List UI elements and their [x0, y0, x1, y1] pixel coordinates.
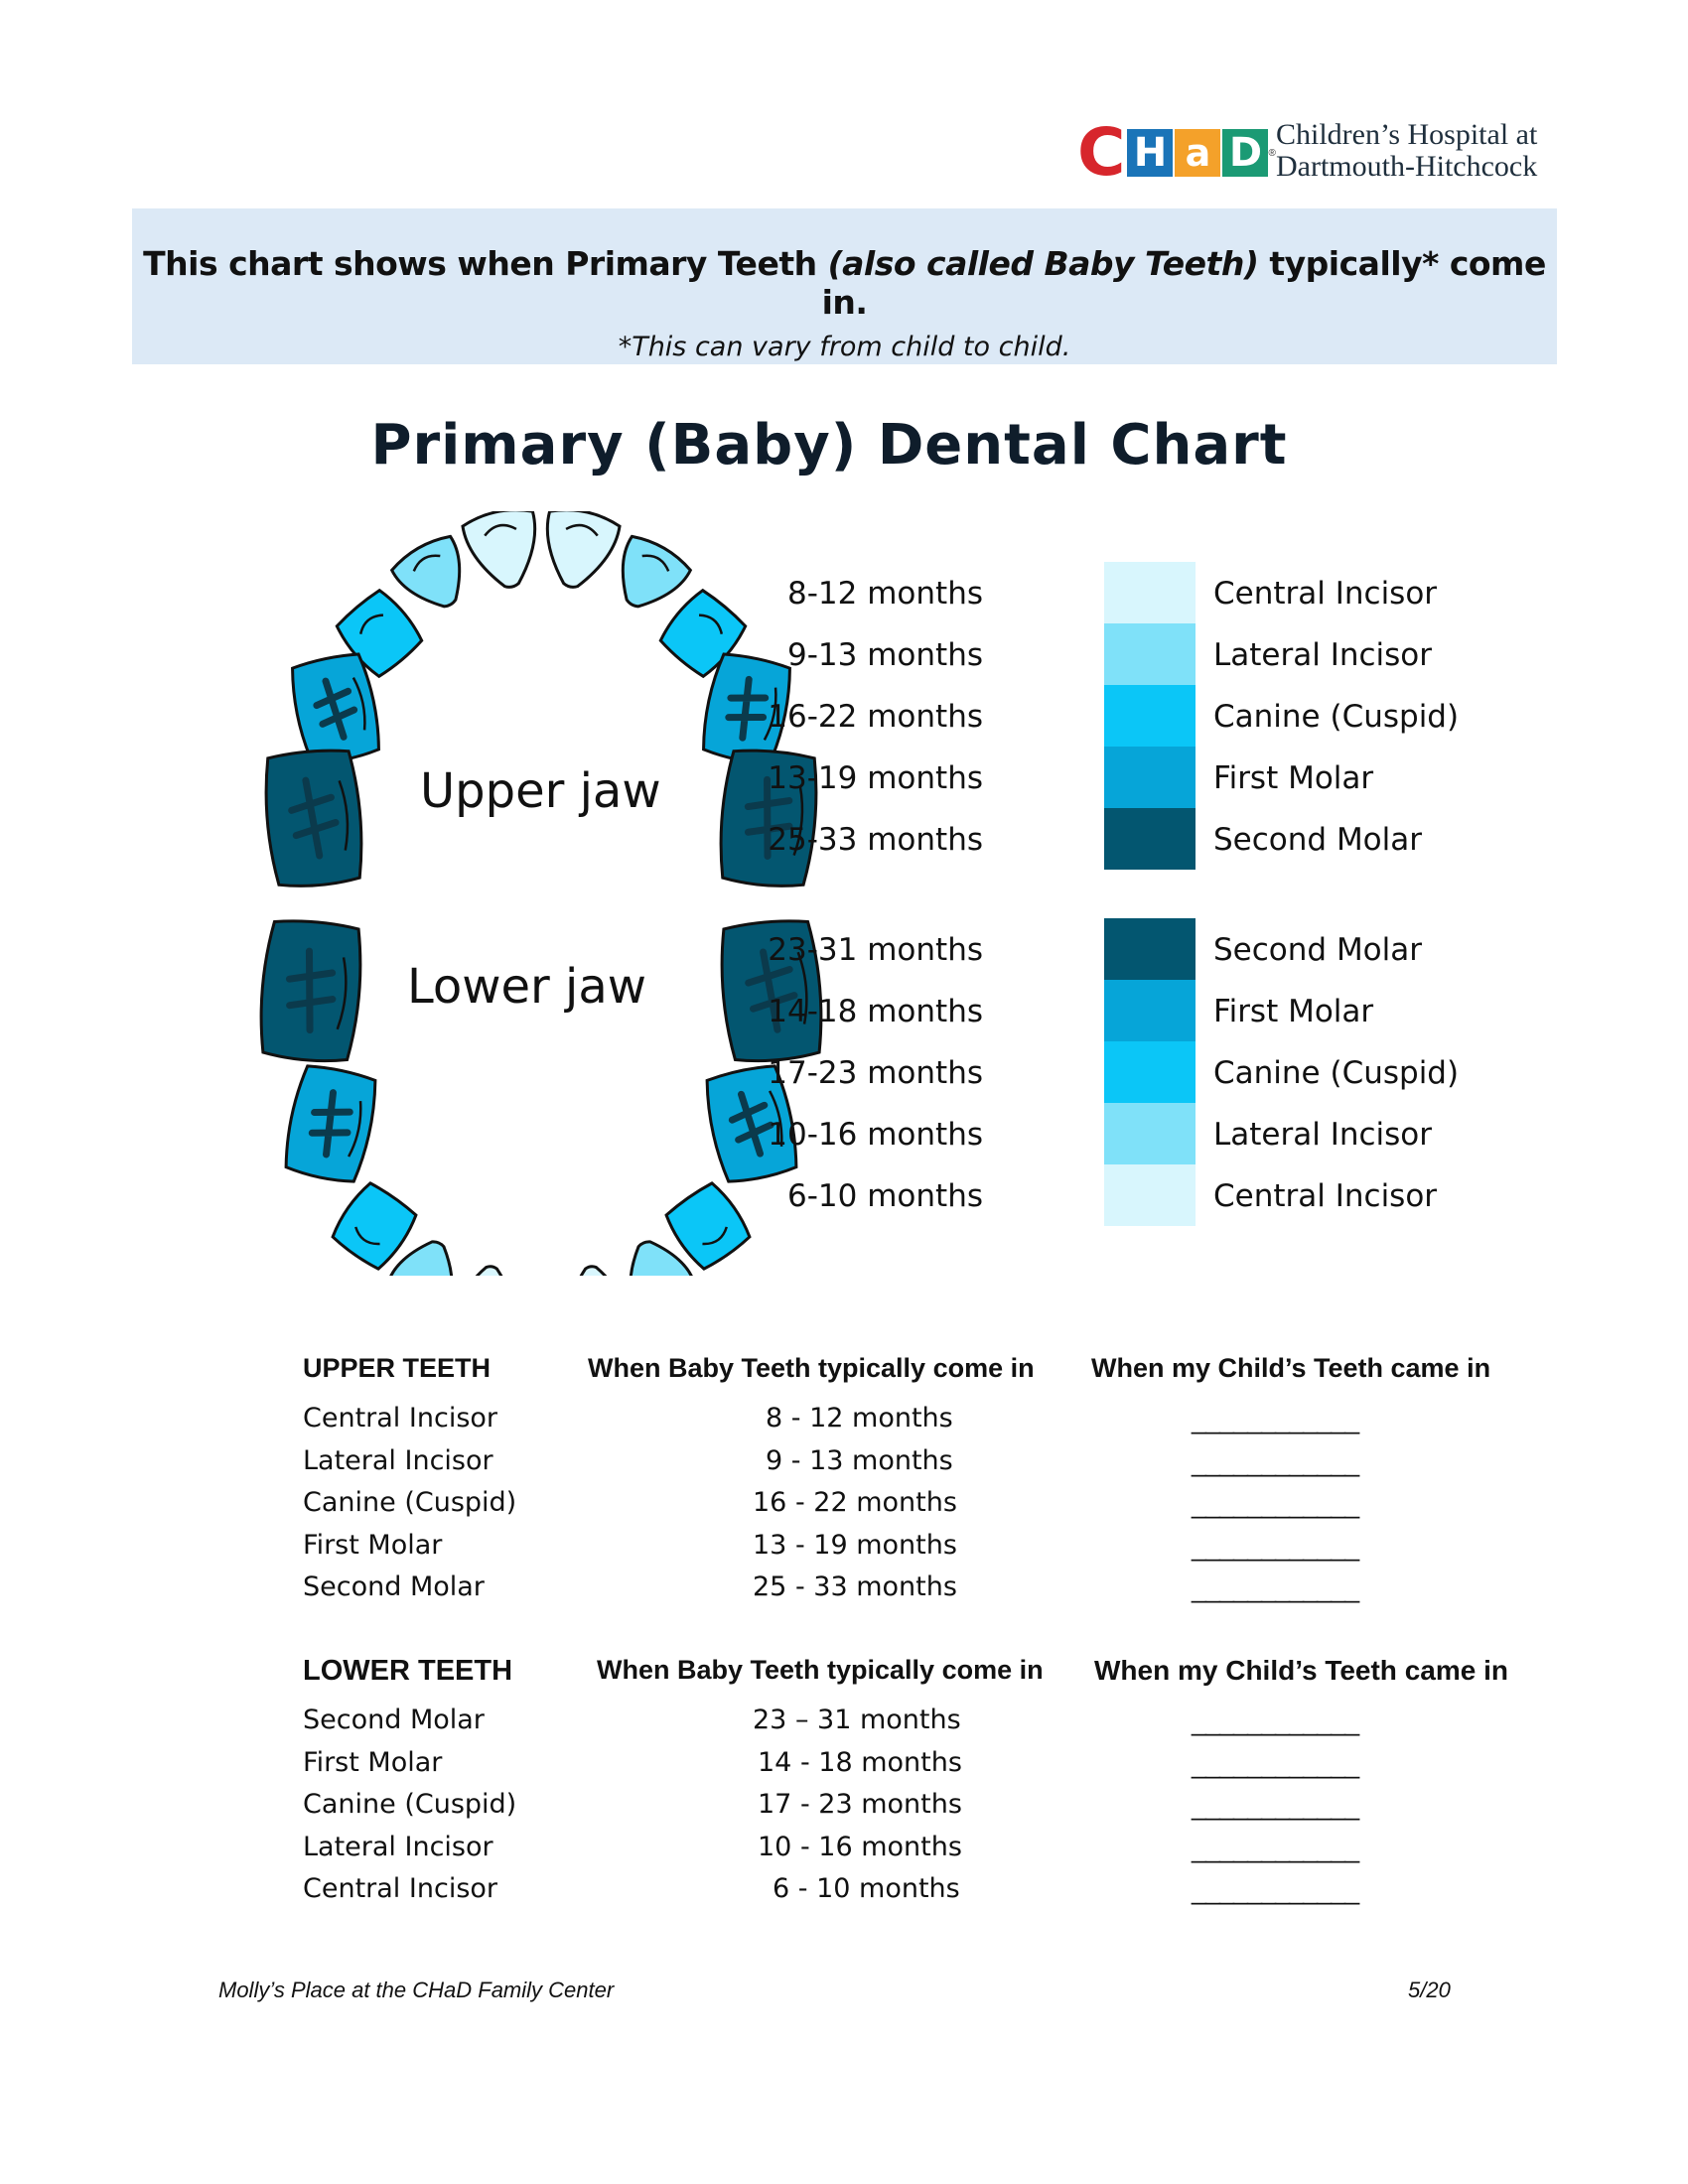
teeth-group — [256, 511, 825, 1276]
answer-blank-line[interactable]: ____________ — [1192, 1531, 1359, 1562]
lower-header-teeth: LOWER TEETH — [303, 1655, 513, 1687]
hospital-logo — [1077, 114, 1554, 191]
banner-line1-a: This chart shows when Primary Teeth — [143, 244, 828, 283]
legend-swatch — [1104, 623, 1196, 685]
table-row-tooth: First Molar — [303, 1529, 443, 1561]
lower-header-typical: When Baby Teeth typically come in — [597, 1655, 1044, 1685]
banner-line1-c: typically* come in. — [821, 244, 1546, 322]
tooth-central-incisor — [461, 511, 547, 595]
legend-swatch — [1104, 1103, 1196, 1164]
table-row-tooth: Second Molar — [303, 1571, 485, 1602]
legend-row — [768, 808, 1509, 870]
legend-months: 10-16 months — [768, 1117, 983, 1153]
tooth-second-molar — [256, 918, 364, 1064]
logo-letter-d: D — [1222, 129, 1268, 177]
table-row-months: 17 - 23 months — [758, 1789, 962, 1820]
legend-months: 16-22 months — [768, 699, 983, 735]
upper-header-typical: When Baby Teeth typically come in — [588, 1353, 1035, 1383]
answer-blank-line[interactable]: ____________ — [1192, 1446, 1359, 1477]
tooth-central-incisor — [535, 511, 622, 595]
banner-line2: *This can vary from child to child. — [618, 332, 1071, 362]
answer-blank-line[interactable]: ____________ — [1192, 1489, 1359, 1519]
tooth-central-incisor — [564, 1263, 625, 1276]
tooth-first-molar — [280, 1062, 380, 1185]
legend-swatch — [1104, 1164, 1196, 1226]
legend-tooth-name: Central Incisor — [1213, 1178, 1438, 1214]
table-row-months: 16 - 22 months — [753, 1487, 957, 1518]
legend-tooth-name: First Molar — [1213, 994, 1374, 1029]
upper-header-teeth: UPPER TEETH — [303, 1353, 492, 1383]
legend-row — [768, 685, 1509, 747]
table-row-months: 14 - 18 months — [758, 1746, 962, 1778]
table-row-tooth: Central Incisor — [303, 1873, 498, 1904]
legend-tooth-name: Central Incisor — [1213, 576, 1438, 612]
tooth-lateral-incisor — [389, 531, 481, 621]
banner-line1 — [132, 244, 1557, 322]
legend-row — [787, 1164, 1509, 1226]
footer-right: 5/20 — [1408, 1978, 1451, 2002]
legend-tooth-name: Second Molar — [1213, 932, 1423, 968]
answer-blank-line[interactable]: ____________ — [1192, 1833, 1359, 1863]
legend-tooth-name: Second Molar — [1213, 822, 1423, 858]
lower-jaw-label: Lower jaw — [407, 959, 647, 1015]
legend-tooth-name: First Molar — [1213, 760, 1374, 796]
logo-letter-c: C — [1077, 114, 1126, 191]
upper-jaw-label: Upper jaw — [420, 763, 661, 819]
table-row-tooth: Canine (Cuspid) — [303, 1789, 517, 1820]
tooth-second-molar — [262, 748, 366, 889]
answer-blank-line[interactable]: ____________ — [1192, 1573, 1359, 1603]
legend-tooth-name: Lateral Incisor — [1213, 637, 1433, 673]
table-row-tooth: Canine (Cuspid) — [303, 1487, 517, 1518]
answer-blank-line[interactable]: ____________ — [1192, 1875, 1359, 1905]
legend-months: 8-12 months — [787, 576, 983, 612]
answer-blank-line[interactable]: ____________ — [1192, 1405, 1359, 1434]
legend-months: 13-19 months — [768, 760, 983, 796]
legend-row — [768, 918, 1509, 980]
registered-mark: ® — [1268, 147, 1276, 159]
legend-swatch — [1104, 808, 1196, 870]
legend-tooth-name: Canine (Cuspid) — [1213, 699, 1460, 735]
legend-row — [768, 980, 1509, 1041]
chad-logo-mark — [1077, 114, 1276, 191]
info-banner — [132, 208, 1557, 364]
footer-left: Molly’s Place at the CHaD Family Center — [218, 1978, 615, 2002]
legend-swatch — [1104, 980, 1196, 1041]
hospital-name — [1276, 119, 1537, 183]
legend-months: 25-33 months — [768, 822, 983, 858]
table-row-tooth: Second Molar — [303, 1705, 485, 1735]
legend-months: 14-18 months — [768, 994, 983, 1029]
jaw-diagram — [253, 511, 839, 1276]
legend-swatch — [1104, 1041, 1196, 1103]
answer-blank-line[interactable]: ____________ — [1192, 1748, 1359, 1779]
table-row-months: 8 - 12 months — [766, 1403, 953, 1433]
table-row-tooth: First Molar — [303, 1746, 443, 1778]
table-row-months: 13 - 19 months — [753, 1529, 957, 1561]
logo-letter-h: H — [1127, 129, 1173, 177]
table-row-months: 23 – 31 months — [753, 1705, 961, 1735]
legend-row — [787, 562, 1509, 623]
legend-swatch — [1104, 685, 1196, 747]
hospital-name-line1: Children’s Hospital at — [1276, 118, 1538, 151]
table-row-tooth: Lateral Incisor — [303, 1444, 493, 1476]
page-title: Primary (Baby) Dental Chart — [370, 413, 1288, 478]
table-row-tooth: Central Incisor — [303, 1403, 498, 1433]
banner-line1-b: (also called Baby Teeth) — [827, 244, 1259, 283]
tooth-central-incisor — [458, 1263, 518, 1276]
legend-tooth-name: Lateral Incisor — [1213, 1117, 1433, 1153]
legend-months: 17-23 months — [768, 1055, 983, 1091]
answer-blank-line[interactable]: ____________ — [1192, 1791, 1359, 1821]
legend-swatch — [1104, 747, 1196, 808]
legend-tooth-name: Canine (Cuspid) — [1213, 1055, 1460, 1091]
upper-header-child: When my Child’s Teeth came in — [1091, 1353, 1491, 1383]
legend-row — [787, 623, 1509, 685]
legend-swatch — [1104, 918, 1196, 980]
tooth-lateral-incisor — [603, 531, 694, 621]
legend-months: 9-13 months — [787, 637, 983, 673]
logo-letter-a: a — [1175, 129, 1220, 177]
table-row-months: 25 - 33 months — [753, 1571, 957, 1602]
legend-months: 23-31 months — [768, 932, 983, 968]
answer-blank-line[interactable]: ____________ — [1192, 1706, 1359, 1736]
table-row-tooth: Lateral Incisor — [303, 1831, 493, 1862]
table-row-months: 9 - 13 months — [766, 1444, 953, 1476]
hospital-name-line2: Dartmouth-Hitchcock — [1276, 150, 1538, 183]
lower-header-child: When my Child’s Teeth came in — [1094, 1655, 1508, 1686]
legend-swatch — [1104, 562, 1196, 623]
legend-months: 6-10 months — [787, 1178, 983, 1214]
legend-row — [768, 747, 1509, 808]
table-row-months: 10 - 16 months — [758, 1831, 962, 1862]
table-row-months: 6 - 10 months — [773, 1873, 960, 1904]
legend-row — [768, 1041, 1509, 1103]
legend-row — [768, 1103, 1509, 1164]
